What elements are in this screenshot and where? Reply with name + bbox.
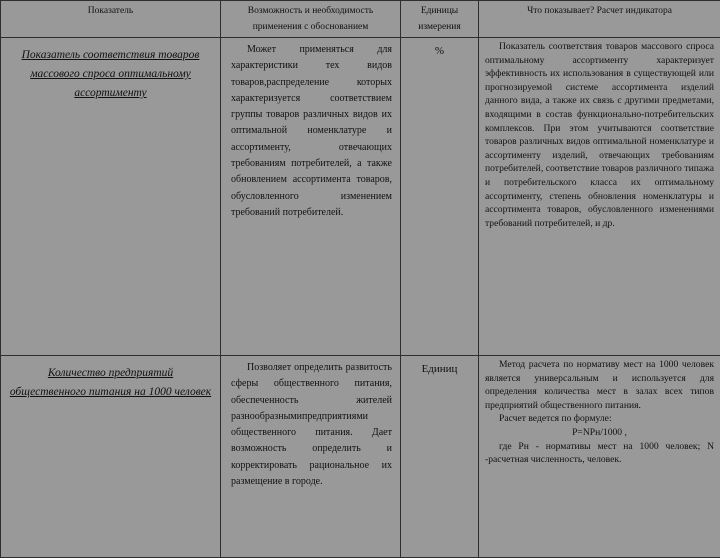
- header-indicator: Показатель: [1, 1, 221, 38]
- header-unit: Единицы измерения: [401, 1, 479, 38]
- header-description: Что показывает? Расчет индикатора: [479, 1, 720, 38]
- description-paragraph: где Pн - нормативы мест на 1000 человек; N -расчетная численность, человек.: [485, 440, 714, 467]
- table-row: [1, 356, 720, 558]
- description-text: Показатель соответствия товаров массового спроса оптимальному ассортименту характеризует эффективность их использования в существующей или прогнозируемой системе ассортимента изделий данного вида, а также их связь с другими предметами, входящими в состав функционально-потребительских комплексов. При этом учитываются соответствие товаров различных видов оптимальной номенклатуре и ассортименту изделий, отвечающих требованиям потребителей, соответствие товаров различного типажа и потребительского класса их оптимальному ассортименту, степень обновления номенклатуры и ассортимента товаров, обусловленного изменениями требований потребителей, и др.: [479, 38, 720, 356]
- unit-value: Единиц: [401, 356, 479, 558]
- table-row: [1, 38, 720, 356]
- justification-text: Может применяться для характеристики тех видов товаров,распределение которых характеризуется соответствием группы товаров различных видов их оптимальной номенклатуре и ассортименту, отвечающих требованиям потребителей, а также обновлением ассортимента товаров, обусловленного изменением требований потребителей.: [221, 38, 401, 356]
- description-paragraph: Метод расчета по нормативу мест на 1000 человек является универсальным и используется для определения количества мест в залах всех типов предприятий общественного питания.: [485, 358, 714, 412]
- table-header-row: [1, 1, 720, 38]
- unit-value: %: [401, 38, 479, 356]
- indicator-name: Количество предприятий общественного питания на 1000 человек: [1, 356, 221, 558]
- indicator-name: Показатель соответствия товаров массового спроса оптимальному ассортименту: [1, 38, 221, 356]
- description-text: [479, 356, 720, 558]
- description-paragraph: Расчет ведется по формуле:: [485, 412, 714, 426]
- header-justification: Возможность и необходимость применения с обоснованием: [221, 1, 401, 38]
- formula: P=NPн/1000 ,: [485, 426, 714, 440]
- justification-text: Позволяет определить развитость сферы общественного питания, обеспеченность жителей разнообразнымипредприятиями общественного питания. Дает возможность определить и корректировать рациональное их размещение в городе.: [221, 356, 401, 558]
